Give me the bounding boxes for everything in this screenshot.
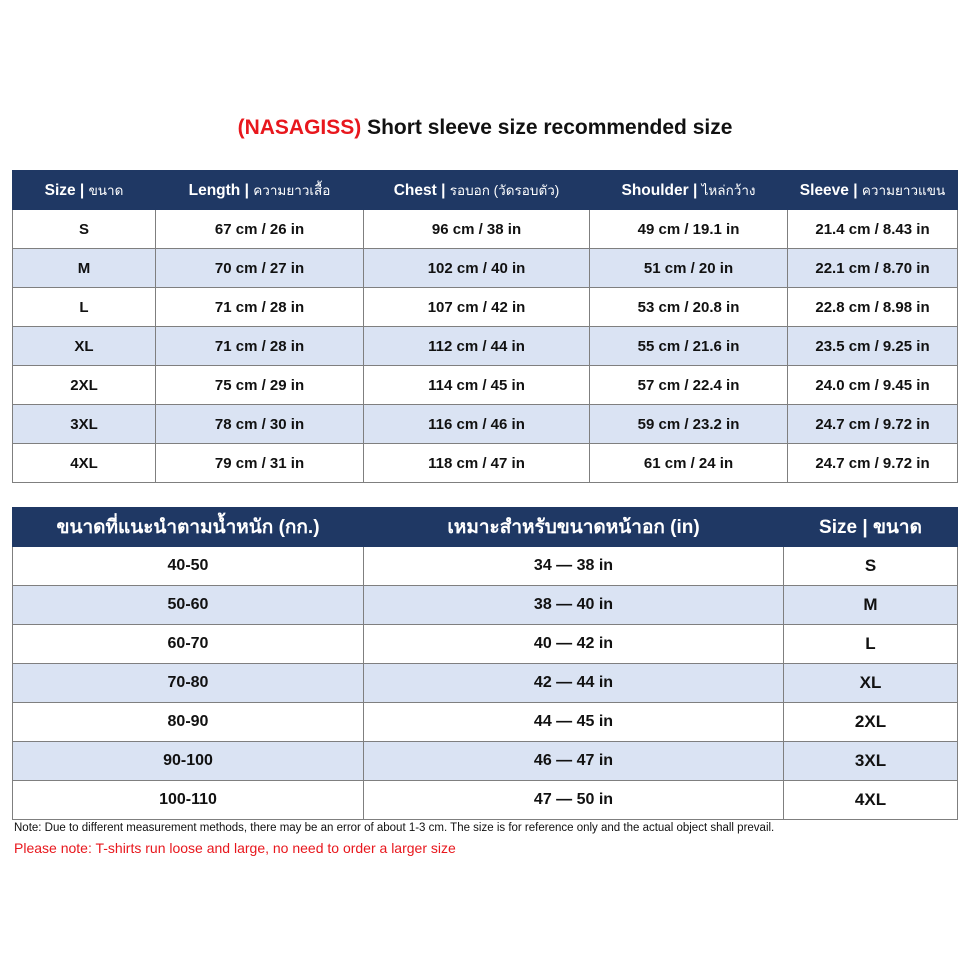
cell-size: XL xyxy=(13,327,156,366)
cell-size: 3XL xyxy=(784,742,958,781)
table-row xyxy=(13,210,958,249)
cell-size: L xyxy=(13,288,156,327)
fit-note: Please note: T-shirts run loose and large, no need to order a larger size xyxy=(14,840,456,856)
cell-sleeve: 21.4 cm / 8.43 in xyxy=(788,210,958,249)
table-row xyxy=(13,249,958,288)
title-close-paren: ) xyxy=(354,116,362,139)
recommend-table xyxy=(12,507,958,820)
cell-chest: 118 cm / 47 in xyxy=(364,444,590,483)
cell-shoulder: 53 cm / 20.8 in xyxy=(590,288,788,327)
cell-length: 67 cm / 26 in xyxy=(156,210,364,249)
cell-chest-fit: 47 — 50 in xyxy=(364,781,784,820)
cell-size: 3XL xyxy=(13,405,156,444)
cell-size: S xyxy=(13,210,156,249)
cell-shoulder: 49 cm / 19.1 in xyxy=(590,210,788,249)
cell-size: XL xyxy=(784,664,958,703)
header-sleeve: Sleeve | ความยาวแขน xyxy=(788,171,958,210)
cell-shoulder: 51 cm / 20 in xyxy=(590,249,788,288)
table-row xyxy=(13,288,958,327)
size-table xyxy=(12,170,958,483)
cell-sleeve: 24.7 cm / 9.72 in xyxy=(788,405,958,444)
table-row xyxy=(13,742,958,781)
cell-sleeve: 24.0 cm / 9.45 in xyxy=(788,366,958,405)
measurement-note: Note: Due to different measurement methods, there may be an error of about 1-3 cm. The size is for reference only and the actual object shall prevail. xyxy=(14,822,775,834)
header-shoulder: Shoulder | ไหล่กว้าง xyxy=(590,171,788,210)
recommend-table-header xyxy=(13,508,958,547)
cell-chest-fit: 46 — 47 in xyxy=(364,742,784,781)
cell-length: 75 cm / 29 in xyxy=(156,366,364,405)
cell-chest-fit: 42 — 44 in xyxy=(364,664,784,703)
cell-chest: 112 cm / 44 in xyxy=(364,327,590,366)
cell-sleeve: 23.5 cm / 9.25 in xyxy=(788,327,958,366)
table-row xyxy=(13,781,958,820)
cell-size: 2XL xyxy=(784,703,958,742)
header-size: Size | ขนาด xyxy=(784,508,958,547)
cell-chest-fit: 38 — 40 in xyxy=(364,586,784,625)
table-row xyxy=(13,586,958,625)
cell-weight: 70-80 xyxy=(13,664,364,703)
cell-chest-fit: 40 — 42 in xyxy=(364,625,784,664)
header-chest-fit: เหมาะสำหรับขนาดหน้าอก (in) xyxy=(364,508,784,547)
header-weight: ขนาดที่แนะนำตามน้ำหนัก (กก.) xyxy=(13,508,364,547)
cell-size: 4XL xyxy=(784,781,958,820)
title-text: Short sleeve size recommended size xyxy=(361,116,733,139)
table-row xyxy=(13,547,958,586)
cell-chest-fit: 44 — 45 in xyxy=(364,703,784,742)
title-open-paren: ( xyxy=(237,116,245,139)
table-row xyxy=(13,703,958,742)
table-row xyxy=(13,405,958,444)
cell-weight: 80-90 xyxy=(13,703,364,742)
table-row xyxy=(13,444,958,483)
cell-weight: 100-110 xyxy=(13,781,364,820)
header-size: Size | ขนาด xyxy=(13,171,156,210)
cell-length: 79 cm / 31 in xyxy=(156,444,364,483)
cell-length: 70 cm / 27 in xyxy=(156,249,364,288)
table-row xyxy=(13,327,958,366)
cell-shoulder: 55 cm / 21.6 in xyxy=(590,327,788,366)
cell-chest: 102 cm / 40 in xyxy=(364,249,590,288)
cell-size: M xyxy=(13,249,156,288)
cell-size: S xyxy=(784,547,958,586)
cell-length: 78 cm / 30 in xyxy=(156,405,364,444)
page-title xyxy=(0,116,970,140)
cell-chest-fit: 34 — 38 in xyxy=(364,547,784,586)
cell-sleeve: 22.1 cm / 8.70 in xyxy=(788,249,958,288)
cell-weight: 60-70 xyxy=(13,625,364,664)
header-chest: Chest | รอบอก (วัดรอบตัว) xyxy=(364,171,590,210)
brand-name: NASAGISS xyxy=(244,116,355,139)
cell-size: M xyxy=(784,586,958,625)
cell-length: 71 cm / 28 in xyxy=(156,288,364,327)
cell-chest: 96 cm / 38 in xyxy=(364,210,590,249)
cell-shoulder: 57 cm / 22.4 in xyxy=(590,366,788,405)
cell-size: 2XL xyxy=(13,366,156,405)
header-length: Length | ความยาวเสื้อ xyxy=(156,171,364,210)
cell-size: L xyxy=(784,625,958,664)
cell-weight: 40-50 xyxy=(13,547,364,586)
cell-shoulder: 59 cm / 23.2 in xyxy=(590,405,788,444)
cell-sleeve: 22.8 cm / 8.98 in xyxy=(788,288,958,327)
cell-sleeve: 24.7 cm / 9.72 in xyxy=(788,444,958,483)
cell-chest: 114 cm / 45 in xyxy=(364,366,590,405)
size-table-header xyxy=(13,171,958,210)
table-row xyxy=(13,664,958,703)
cell-weight: 90-100 xyxy=(13,742,364,781)
table-row xyxy=(13,366,958,405)
cell-weight: 50-60 xyxy=(13,586,364,625)
cell-chest: 107 cm / 42 in xyxy=(364,288,590,327)
cell-size: 4XL xyxy=(13,444,156,483)
table-row xyxy=(13,625,958,664)
cell-chest: 116 cm / 46 in xyxy=(364,405,590,444)
cell-shoulder: 61 cm / 24 in xyxy=(590,444,788,483)
cell-length: 71 cm / 28 in xyxy=(156,327,364,366)
